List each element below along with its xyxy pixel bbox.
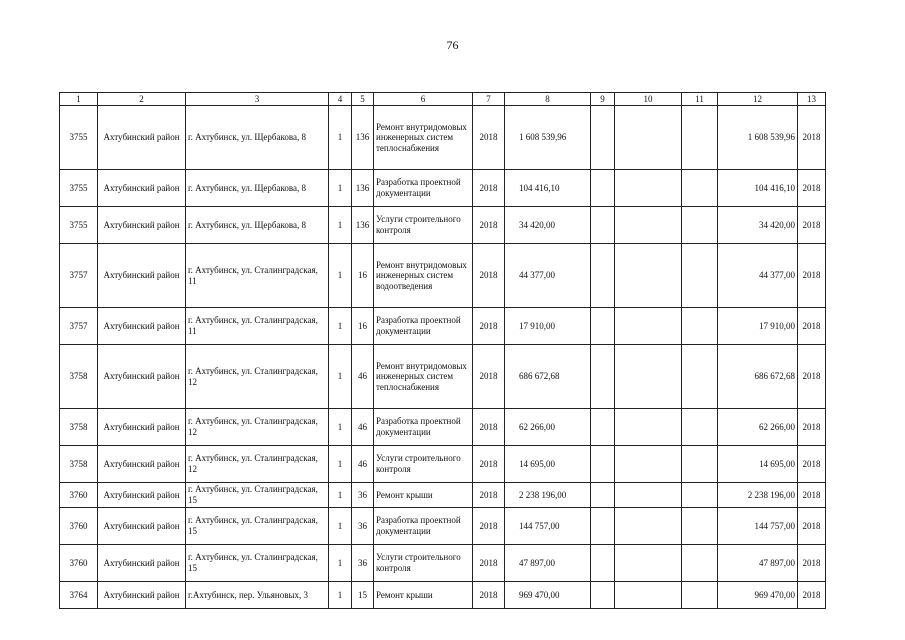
col10-cell [615,244,682,308]
total-cost-cell: 686 672,68 [505,345,591,409]
column-header: 3 [186,93,329,106]
col9-cell [591,446,615,483]
col12-cost-cell: 969 470,00 [718,582,798,609]
col4-cell: 1 [329,207,352,244]
district-cell: Ахтубинский район [98,483,186,508]
col4-cell: 1 [329,508,352,545]
table-row [60,545,826,582]
district-cell: Ахтубинский район [98,106,186,170]
col11-cell [682,207,718,244]
year-cell: 2018 [473,207,505,244]
district-cell: Ахтубинский район [98,170,186,207]
col5-cell: 136 [352,170,374,207]
work-type-cell: Разработка проектной документации [374,308,473,345]
year-cell: 2018 [473,170,505,207]
total-cost-cell: 1 608 539,96 [505,106,591,170]
address-cell: г. Ахтубинск, ул. Сталинградская, 12 [186,446,329,483]
year-cell: 2018 [473,545,505,582]
address-cell: г.Ахтубинск, пер. Ульяновых, 3 [186,582,329,609]
col13-year-cell: 2018 [798,345,826,409]
total-cost-cell: 44 377,00 [505,244,591,308]
row-number-cell: 3755 [60,106,98,170]
col9-cell [591,545,615,582]
row-number-cell: 3758 [60,409,98,446]
address-cell: г. Ахтубинск, ул. Щербакова, 8 [186,106,329,170]
col11-cell [682,582,718,609]
year-cell: 2018 [473,308,505,345]
col12-cost-cell: 1 608 539,96 [718,106,798,170]
col9-cell [591,244,615,308]
row-number-cell: 3755 [60,207,98,244]
col12-cost-cell: 44 377,00 [718,244,798,308]
col4-cell: 1 [329,409,352,446]
col10-cell [615,508,682,545]
col10-cell [615,170,682,207]
work-type-cell: Ремонт крыши [374,582,473,609]
district-cell: Ахтубинский район [98,582,186,609]
address-cell: г. Ахтубинск, ул. Сталинградская, 15 [186,483,329,508]
work-type-cell: Ремонт внутридомовых инженерных систем водоотведения [374,244,473,308]
col4-cell: 1 [329,170,352,207]
work-type-cell: Услуги строительного контроля [374,446,473,483]
total-cost-cell: 47 897,00 [505,545,591,582]
address-cell: г. Ахтубинск, ул. Сталинградская, 12 [186,409,329,446]
row-number-cell: 3758 [60,345,98,409]
col10-cell [615,545,682,582]
address-cell: г. Ахтубинск, ул. Сталинградская, 15 [186,545,329,582]
row-number-cell: 3760 [60,545,98,582]
year-cell: 2018 [473,483,505,508]
column-header: 2 [98,93,186,106]
col9-cell [591,582,615,609]
table-row [60,207,826,244]
total-cost-cell: 14 695,00 [505,446,591,483]
col13-year-cell: 2018 [798,170,826,207]
total-cost-cell: 2 238 196,00 [505,483,591,508]
col12-cost-cell: 17 910,00 [718,308,798,345]
col11-cell [682,409,718,446]
col5-cell: 36 [352,483,374,508]
col9-cell [591,308,615,345]
work-type-cell: Ремонт внутридомовых инженерных систем теплоснабжения [374,345,473,409]
col11-cell [682,483,718,508]
col4-cell: 1 [329,345,352,409]
row-number-cell: 3757 [60,244,98,308]
work-type-cell: Разработка проектной документации [374,508,473,545]
column-header: 9 [591,93,615,106]
table-row [60,170,826,207]
col11-cell [682,170,718,207]
col11-cell [682,545,718,582]
col13-year-cell: 2018 [798,106,826,170]
district-cell: Ахтубинский район [98,207,186,244]
district-cell: Ахтубинский район [98,446,186,483]
col11-cell [682,446,718,483]
col9-cell [591,106,615,170]
column-header: 4 [329,93,352,106]
year-cell: 2018 [473,582,505,609]
year-cell: 2018 [473,244,505,308]
column-header: 7 [473,93,505,106]
col10-cell [615,308,682,345]
column-header: 10 [615,93,682,106]
col10-cell [615,446,682,483]
district-cell: Ахтубинский район [98,409,186,446]
total-cost-cell: 17 910,00 [505,308,591,345]
col12-cost-cell: 47 897,00 [718,545,798,582]
col5-cell: 46 [352,345,374,409]
col13-year-cell: 2018 [798,207,826,244]
work-type-cell: Разработка проектной документации [374,409,473,446]
district-cell: Ахтубинский район [98,308,186,345]
total-cost-cell: 34 420,00 [505,207,591,244]
address-cell: г. Ахтубинск, ул. Сталинградская, 11 [186,308,329,345]
district-cell: Ахтубинский район [98,244,186,308]
col5-cell: 136 [352,207,374,244]
col13-year-cell: 2018 [798,409,826,446]
total-cost-cell: 144 757,00 [505,508,591,545]
capital-repair-table [59,92,826,609]
col5-cell: 16 [352,308,374,345]
year-cell: 2018 [473,508,505,545]
table-row [60,308,826,345]
year-cell: 2018 [473,409,505,446]
col4-cell: 1 [329,308,352,345]
col4-cell: 1 [329,545,352,582]
work-type-cell: Ремонт внутридомовых инженерных систем теплоснабжения [374,106,473,170]
header-row [60,93,826,106]
district-cell: Ахтубинский район [98,508,186,545]
table-row [60,106,826,170]
col12-cost-cell: 34 420,00 [718,207,798,244]
col9-cell [591,345,615,409]
col4-cell: 1 [329,446,352,483]
col4-cell: 1 [329,483,352,508]
col5-cell: 36 [352,508,374,545]
table-row [60,446,826,483]
col10-cell [615,483,682,508]
col13-year-cell: 2018 [798,244,826,308]
col13-year-cell: 2018 [798,483,826,508]
table-row [60,345,826,409]
address-cell: г. Ахтубинск, ул. Сталинградская, 11 [186,244,329,308]
column-header: 6 [374,93,473,106]
year-cell: 2018 [473,106,505,170]
col10-cell [615,207,682,244]
column-header: 12 [718,93,798,106]
column-header: 8 [505,93,591,106]
col9-cell [591,483,615,508]
col12-cost-cell: 2 238 196,00 [718,483,798,508]
work-type-cell: Услуги строительного контроля [374,545,473,582]
col13-year-cell: 2018 [798,446,826,483]
col12-cost-cell: 14 695,00 [718,446,798,483]
district-cell: Ахтубинский район [98,345,186,409]
col11-cell [682,244,718,308]
col5-cell: 15 [352,582,374,609]
work-type-cell: Ремонт крыши [374,483,473,508]
address-cell: г. Ахтубинск, ул. Щербакова, 8 [186,170,329,207]
col5-cell: 46 [352,409,374,446]
col13-year-cell: 2018 [798,308,826,345]
col11-cell [682,345,718,409]
table-row [60,483,826,508]
col5-cell: 16 [352,244,374,308]
col9-cell [591,170,615,207]
col12-cost-cell: 686 672,68 [718,345,798,409]
row-number-cell: 3755 [60,170,98,207]
col11-cell [682,508,718,545]
table-row [60,409,826,446]
table-row [60,244,826,308]
column-header: 13 [798,93,826,106]
col9-cell [591,409,615,446]
table-row [60,508,826,545]
address-cell: г. Ахтубинск, ул. Щербакова, 8 [186,207,329,244]
year-cell: 2018 [473,345,505,409]
col4-cell: 1 [329,244,352,308]
col11-cell [682,106,718,170]
year-cell: 2018 [473,446,505,483]
col10-cell [615,345,682,409]
col9-cell [591,508,615,545]
work-type-cell: Услуги строительного контроля [374,207,473,244]
page-number: 76 [446,38,459,52]
district-cell: Ахтубинский район [98,545,186,582]
col12-cost-cell: 62 266,00 [718,409,798,446]
col4-cell: 1 [329,582,352,609]
column-header: 11 [682,93,718,106]
col12-cost-cell: 144 757,00 [718,508,798,545]
col11-cell [682,308,718,345]
address-cell: г. Ахтубинск, ул. Сталинградская, 15 [186,508,329,545]
col13-year-cell: 2018 [798,582,826,609]
row-number-cell: 3758 [60,446,98,483]
row-number-cell: 3760 [60,508,98,545]
total-cost-cell: 969 470,00 [505,582,591,609]
col9-cell [591,207,615,244]
table-row [60,582,826,609]
row-number-cell: 3764 [60,582,98,609]
col13-year-cell: 2018 [798,545,826,582]
col12-cost-cell: 104 416,10 [718,170,798,207]
col10-cell [615,582,682,609]
col5-cell: 46 [352,446,374,483]
col4-cell: 1 [329,106,352,170]
total-cost-cell: 104 416,10 [505,170,591,207]
total-cost-cell: 62 266,00 [505,409,591,446]
col5-cell: 136 [352,106,374,170]
work-type-cell: Разработка проектной документации [374,170,473,207]
col10-cell [615,409,682,446]
address-cell: г. Ахтубинск, ул. Сталинградская, 12 [186,345,329,409]
row-number-cell: 3760 [60,483,98,508]
column-header: 5 [352,93,374,106]
col5-cell: 36 [352,545,374,582]
column-header: 1 [60,93,98,106]
col10-cell [615,106,682,170]
col13-year-cell: 2018 [798,508,826,545]
row-number-cell: 3757 [60,308,98,345]
